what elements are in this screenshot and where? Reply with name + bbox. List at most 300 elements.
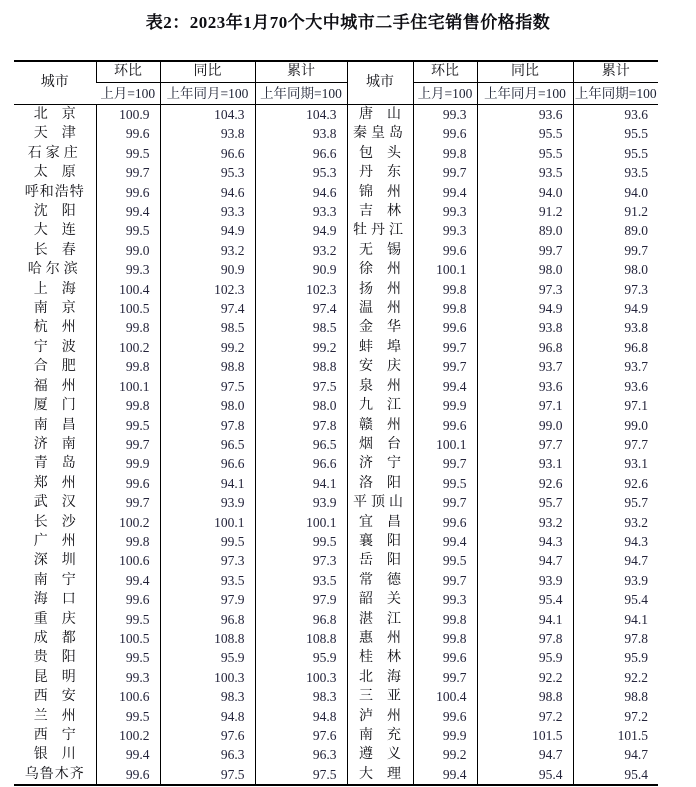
yoy-value-cell-right: 89.0 <box>477 221 573 240</box>
city-cell-right <box>347 610 413 629</box>
table-row <box>14 707 658 726</box>
table-row <box>14 590 658 609</box>
city-name: 石家庄 <box>27 145 82 161</box>
mom-value-cell-right: 99.7 <box>413 163 477 182</box>
cum-value-cell-right: 94.7 <box>573 745 658 764</box>
table-row <box>14 377 658 396</box>
subheader-cum-left: 上年同期=100 <box>255 83 347 105</box>
mom-value-cell-left: 99.8 <box>96 318 160 337</box>
yoy-value-cell-left: 96.6 <box>160 454 255 473</box>
city-cell-right <box>347 648 413 667</box>
table-row <box>14 687 658 706</box>
yoy-value-cell-right: 95.5 <box>477 144 573 163</box>
city-cell-right <box>347 454 413 473</box>
yoy-value-cell-left: 97.9 <box>160 590 255 609</box>
mom-value-cell-right: 99.3 <box>413 221 477 240</box>
table-row <box>14 124 658 143</box>
yoy-value-cell-right: 93.7 <box>477 357 573 376</box>
city-cell-left <box>14 416 96 435</box>
city-cell-left <box>14 241 96 260</box>
city-name: 武 汉 <box>33 495 76 511</box>
cum-value-cell-left: 96.8 <box>255 610 347 629</box>
table-row <box>14 280 658 299</box>
cum-value-cell-left: 100.3 <box>255 668 347 687</box>
yoy-value-cell-right: 99.0 <box>477 416 573 435</box>
city-name: 海 口 <box>33 592 76 608</box>
city-cell-right <box>347 183 413 202</box>
city-cell-left <box>14 513 96 532</box>
mom-value-cell-left: 99.5 <box>96 416 160 435</box>
table-row <box>14 745 658 764</box>
yoy-value-cell-right: 97.7 <box>477 435 573 454</box>
city-cell-right <box>347 513 413 532</box>
city-name: 西 安 <box>33 689 76 705</box>
city-cell-left <box>14 745 96 764</box>
city-name: 惠 州 <box>359 630 401 646</box>
city-cell-right <box>347 668 413 687</box>
mom-value-cell-right: 99.3 <box>413 590 477 609</box>
city-name: 平顶山 <box>353 495 407 511</box>
city-cell-left <box>14 124 96 143</box>
yoy-value-cell-left: 97.3 <box>160 551 255 570</box>
city-cell-right <box>347 221 413 240</box>
header-cum-left: 累计 <box>255 61 347 83</box>
yoy-value-cell-right: 94.7 <box>477 551 573 570</box>
city-name: 南 宁 <box>33 572 76 588</box>
city-name: 厦 门 <box>33 398 76 414</box>
city-name: 襄 阳 <box>359 533 401 549</box>
mom-value-cell-right: 99.6 <box>413 241 477 260</box>
cum-value-cell-right: 95.7 <box>573 493 658 512</box>
yoy-value-cell-right: 97.8 <box>477 629 573 648</box>
cum-value-cell-left: 97.6 <box>255 726 347 745</box>
city-name: 秦皇岛 <box>353 126 407 142</box>
yoy-value-cell-left: 98.5 <box>160 318 255 337</box>
cum-value-cell-right: 98.0 <box>573 260 658 279</box>
yoy-value-cell-right: 94.3 <box>477 532 573 551</box>
city-name: 福 州 <box>33 378 76 394</box>
yoy-value-cell-left: 97.8 <box>160 416 255 435</box>
yoy-value-cell-right: 99.7 <box>477 241 573 260</box>
cum-value-cell-left: 93.8 <box>255 124 347 143</box>
mom-value-cell-right: 99.7 <box>413 668 477 687</box>
mom-value-cell-left: 100.4 <box>96 280 160 299</box>
cum-value-cell-right: 97.7 <box>573 435 658 454</box>
header-mom-right: 环比 <box>413 61 477 83</box>
city-name: 吉 林 <box>359 204 401 220</box>
mom-value-cell-left: 99.5 <box>96 221 160 240</box>
cum-value-cell-left: 98.0 <box>255 396 347 415</box>
yoy-value-cell-left: 93.3 <box>160 202 255 221</box>
mom-value-cell-left: 99.6 <box>96 765 160 785</box>
city-name: 北 京 <box>33 107 76 122</box>
mom-value-cell-right: 99.6 <box>413 648 477 667</box>
city-cell-right <box>347 590 413 609</box>
cum-value-cell-left: 99.2 <box>255 338 347 357</box>
city-name: 天 津 <box>33 126 76 142</box>
yoy-value-cell-right: 93.6 <box>477 105 573 125</box>
table-row <box>14 202 658 221</box>
cum-value-cell-right: 95.4 <box>573 765 658 785</box>
mom-value-cell-right: 99.3 <box>413 105 477 125</box>
city-cell-left <box>14 377 96 396</box>
city-name: 银 川 <box>33 747 76 763</box>
mom-value-cell-left: 99.4 <box>96 571 160 590</box>
city-cell-right <box>347 551 413 570</box>
yoy-value-cell-left: 95.3 <box>160 163 255 182</box>
city-name: 哈尔滨 <box>27 262 82 278</box>
city-cell-left <box>14 202 96 221</box>
city-cell-right <box>347 396 413 415</box>
mom-value-cell-right: 99.6 <box>413 707 477 726</box>
city-cell-left <box>14 299 96 318</box>
mom-value-cell-right: 99.6 <box>413 318 477 337</box>
table-row <box>14 493 658 512</box>
cum-value-cell-right: 98.8 <box>573 687 658 706</box>
yoy-value-cell-left: 108.8 <box>160 629 255 648</box>
header-mom-left: 环比 <box>96 61 160 83</box>
yoy-value-cell-right: 93.6 <box>477 377 573 396</box>
cum-value-cell-right: 94.0 <box>573 183 658 202</box>
subheader-mom-right: 上月=100 <box>413 83 477 105</box>
mom-value-cell-left: 100.2 <box>96 513 160 532</box>
city-cell-right <box>347 474 413 493</box>
yoy-value-cell-right: 101.5 <box>477 726 573 745</box>
cum-value-cell-right: 93.8 <box>573 318 658 337</box>
table-row <box>14 532 658 551</box>
city-name: 长 沙 <box>33 514 76 530</box>
table-row <box>14 299 658 318</box>
mom-value-cell-right: 99.6 <box>413 513 477 532</box>
yoy-value-cell-right: 98.8 <box>477 687 573 706</box>
cum-value-cell-right: 96.8 <box>573 338 658 357</box>
cum-value-cell-left: 97.5 <box>255 377 347 396</box>
yoy-value-cell-left: 97.4 <box>160 299 255 318</box>
city-cell-right <box>347 629 413 648</box>
city-name: 湛 江 <box>359 611 401 627</box>
yoy-value-cell-right: 96.8 <box>477 338 573 357</box>
city-cell-right <box>347 202 413 221</box>
cum-value-cell-left: 94.8 <box>255 707 347 726</box>
yoy-value-cell-left: 100.1 <box>160 513 255 532</box>
mom-value-cell-left: 99.6 <box>96 474 160 493</box>
mom-value-cell-left: 99.3 <box>96 260 160 279</box>
table-row <box>14 648 658 667</box>
mom-value-cell-right: 99.7 <box>413 571 477 590</box>
yoy-value-cell-right: 93.2 <box>477 513 573 532</box>
city-cell-right <box>347 435 413 454</box>
mom-value-cell-right: 100.1 <box>413 435 477 454</box>
cum-value-cell-left: 97.8 <box>255 416 347 435</box>
cum-value-cell-left: 108.8 <box>255 629 347 648</box>
cum-value-cell-left: 98.3 <box>255 687 347 706</box>
cum-value-cell-left: 93.2 <box>255 241 347 260</box>
city-cell-right <box>347 299 413 318</box>
mom-value-cell-right: 99.3 <box>413 202 477 221</box>
yoy-value-cell-left: 94.6 <box>160 183 255 202</box>
city-cell-left <box>14 629 96 648</box>
city-cell-right <box>347 377 413 396</box>
city-cell-right <box>347 163 413 182</box>
header-city-right: 城市 <box>347 61 413 105</box>
yoy-value-cell-left: 98.8 <box>160 357 255 376</box>
mom-value-cell-right: 99.4 <box>413 377 477 396</box>
mom-value-cell-left: 99.8 <box>96 532 160 551</box>
city-cell-right <box>347 260 413 279</box>
cum-value-cell-right: 89.0 <box>573 221 658 240</box>
city-name: 西 宁 <box>33 728 76 743</box>
city-name: 青 岛 <box>33 456 76 472</box>
subheader-yoy-left: 上年同月=100 <box>160 83 255 105</box>
cum-value-cell-right: 93.2 <box>573 513 658 532</box>
cum-value-cell-left: 90.9 <box>255 260 347 279</box>
city-cell-left <box>14 571 96 590</box>
city-name: 牡丹江 <box>353 223 407 239</box>
city-name: 太 原 <box>33 165 76 181</box>
cum-value-cell-right: 93.6 <box>573 105 658 125</box>
city-name: 锦 州 <box>359 184 401 200</box>
city-name: 蚌 埠 <box>359 339 401 355</box>
cum-value-cell-left: 93.9 <box>255 493 347 512</box>
city-name: 烟 台 <box>359 436 401 452</box>
city-name: 泸 州 <box>359 708 401 724</box>
city-cell-left <box>14 668 96 687</box>
city-cell-left <box>14 357 96 376</box>
cum-value-cell-right: 94.7 <box>573 551 658 570</box>
city-cell-right <box>347 707 413 726</box>
table-row <box>14 338 658 357</box>
table-row <box>14 221 658 240</box>
city-name: 岳 阳 <box>359 553 401 569</box>
mom-value-cell-left: 99.5 <box>96 648 160 667</box>
city-name: 温 州 <box>359 301 401 317</box>
city-name: 广 州 <box>33 533 76 549</box>
mom-value-cell-right: 99.5 <box>413 551 477 570</box>
subheader-yoy-right: 上年同月=100 <box>477 83 573 105</box>
mom-value-cell-right: 99.5 <box>413 474 477 493</box>
cum-value-cell-left: 98.8 <box>255 357 347 376</box>
mom-value-cell-left: 99.9 <box>96 454 160 473</box>
mom-value-cell-right: 99.8 <box>413 280 477 299</box>
table-row <box>14 241 658 260</box>
price-index-table <box>14 60 658 786</box>
mom-value-cell-right: 99.7 <box>413 454 477 473</box>
yoy-value-cell-right: 95.4 <box>477 765 573 785</box>
city-cell-right <box>347 571 413 590</box>
city-cell-right <box>347 357 413 376</box>
city-cell-right <box>347 338 413 357</box>
cum-value-cell-left: 96.5 <box>255 435 347 454</box>
mom-value-cell-left: 100.9 <box>96 105 160 125</box>
yoy-value-cell-right: 93.5 <box>477 163 573 182</box>
city-name: 长 春 <box>33 242 76 258</box>
cum-value-cell-right: 99.7 <box>573 241 658 260</box>
yoy-value-cell-left: 98.0 <box>160 396 255 415</box>
cum-value-cell-right: 93.7 <box>573 357 658 376</box>
table-row <box>14 357 658 376</box>
mom-value-cell-right: 99.9 <box>413 726 477 745</box>
yoy-value-cell-right: 97.2 <box>477 707 573 726</box>
cum-value-cell-right: 93.6 <box>573 377 658 396</box>
yoy-value-cell-right: 94.7 <box>477 745 573 764</box>
yoy-value-cell-right: 94.9 <box>477 299 573 318</box>
table-row <box>14 105 658 125</box>
city-cell-left <box>14 318 96 337</box>
city-name: 重 庆 <box>33 611 76 627</box>
mom-value-cell-left: 100.5 <box>96 299 160 318</box>
table-row <box>14 260 658 279</box>
table-row <box>14 726 658 745</box>
mom-value-cell-left: 100.1 <box>96 377 160 396</box>
city-name: 韶 关 <box>359 592 401 608</box>
yoy-value-cell-left: 93.5 <box>160 571 255 590</box>
yoy-value-cell-left: 95.9 <box>160 648 255 667</box>
yoy-value-cell-left: 96.3 <box>160 745 255 764</box>
mom-value-cell-right: 99.4 <box>413 532 477 551</box>
city-name: 唐 山 <box>359 107 401 122</box>
mom-value-cell-left: 99.5 <box>96 707 160 726</box>
city-name: 南 京 <box>33 301 76 317</box>
city-cell-left <box>14 260 96 279</box>
cum-value-cell-left: 96.6 <box>255 454 347 473</box>
table-row <box>14 629 658 648</box>
city-cell-left <box>14 687 96 706</box>
mom-value-cell-right: 99.8 <box>413 629 477 648</box>
city-name: 桂 林 <box>359 650 401 666</box>
yoy-value-cell-left: 98.3 <box>160 687 255 706</box>
city-name: 宁 波 <box>33 339 76 355</box>
city-name: 南 昌 <box>33 417 76 433</box>
table-row <box>14 318 658 337</box>
cum-value-cell-right: 93.1 <box>573 454 658 473</box>
yoy-value-cell-right: 95.7 <box>477 493 573 512</box>
yoy-value-cell-left: 93.2 <box>160 241 255 260</box>
mom-value-cell-left: 99.0 <box>96 241 160 260</box>
cum-value-cell-left: 94.6 <box>255 183 347 202</box>
city-cell-left <box>14 648 96 667</box>
mom-value-cell-right: 99.7 <box>413 338 477 357</box>
city-cell-left <box>14 532 96 551</box>
city-name: 贵 阳 <box>33 650 76 666</box>
mom-value-cell-left: 99.3 <box>96 668 160 687</box>
city-cell-right <box>347 416 413 435</box>
cum-value-cell-left: 94.1 <box>255 474 347 493</box>
city-cell-right <box>347 726 413 745</box>
yoy-value-cell-left: 102.3 <box>160 280 255 299</box>
cum-value-cell-right: 95.4 <box>573 590 658 609</box>
city-name: 昆 明 <box>33 669 76 685</box>
city-name: 上 海 <box>33 281 76 297</box>
mom-value-cell-right: 99.2 <box>413 745 477 764</box>
table-body <box>14 105 658 786</box>
mom-value-cell-right: 99.6 <box>413 416 477 435</box>
yoy-value-cell-left: 90.9 <box>160 260 255 279</box>
mom-value-cell-left: 99.8 <box>96 357 160 376</box>
table-row <box>14 416 658 435</box>
mom-value-cell-left: 99.7 <box>96 493 160 512</box>
yoy-value-cell-left: 94.1 <box>160 474 255 493</box>
mom-value-cell-left: 99.5 <box>96 144 160 163</box>
city-name: 合 肥 <box>33 359 76 375</box>
city-cell-right <box>347 105 413 125</box>
yoy-value-cell-left: 100.3 <box>160 668 255 687</box>
yoy-value-cell-left: 94.8 <box>160 707 255 726</box>
city-name: 沈 阳 <box>33 204 76 220</box>
yoy-value-cell-left: 99.2 <box>160 338 255 357</box>
cum-value-cell-left: 104.3 <box>255 105 347 125</box>
cum-value-cell-right: 94.9 <box>573 299 658 318</box>
cum-value-cell-left: 96.3 <box>255 745 347 764</box>
table-row <box>14 435 658 454</box>
table-row <box>14 610 658 629</box>
yoy-value-cell-right: 91.2 <box>477 202 573 221</box>
cum-value-cell-left: 102.3 <box>255 280 347 299</box>
city-cell-left <box>14 183 96 202</box>
city-cell-left <box>14 338 96 357</box>
mom-value-cell-left: 99.8 <box>96 396 160 415</box>
city-name: 兰 州 <box>33 708 76 724</box>
cum-value-cell-right: 97.3 <box>573 280 658 299</box>
cum-value-cell-left: 97.4 <box>255 299 347 318</box>
yoy-value-cell-right: 94.0 <box>477 183 573 202</box>
cum-value-cell-right: 93.5 <box>573 163 658 182</box>
city-cell-left <box>14 163 96 182</box>
mom-value-cell-right: 99.8 <box>413 299 477 318</box>
cum-value-cell-left: 95.3 <box>255 163 347 182</box>
header-yoy-left: 同比 <box>160 61 255 83</box>
cum-value-cell-left: 96.6 <box>255 144 347 163</box>
city-name: 郑 州 <box>33 475 76 491</box>
city-name: 九 江 <box>359 398 401 414</box>
table-row <box>14 765 658 785</box>
mom-value-cell-right: 99.6 <box>413 124 477 143</box>
city-cell-right <box>347 765 413 785</box>
table-title: 表2：2023年1月70个大中城市二手住宅销售价格指数 <box>145 13 551 32</box>
city-cell-right <box>347 532 413 551</box>
yoy-value-cell-right: 93.9 <box>477 571 573 590</box>
city-cell-left <box>14 280 96 299</box>
cum-value-cell-left: 93.3 <box>255 202 347 221</box>
city-name: 无 锡 <box>359 242 401 258</box>
yoy-value-cell-right: 92.6 <box>477 474 573 493</box>
cum-value-cell-right: 93.9 <box>573 571 658 590</box>
yoy-value-cell-left: 104.3 <box>160 105 255 125</box>
mom-value-cell-right: 100.4 <box>413 687 477 706</box>
yoy-value-cell-left: 97.5 <box>160 765 255 785</box>
table-row <box>14 571 658 590</box>
mom-value-cell-left: 99.7 <box>96 163 160 182</box>
city-cell-left <box>14 105 96 125</box>
mom-value-cell-left: 100.6 <box>96 551 160 570</box>
table-row <box>14 454 658 473</box>
city-cell-left <box>14 454 96 473</box>
cum-value-cell-left: 97.9 <box>255 590 347 609</box>
cum-value-cell-left: 94.9 <box>255 221 347 240</box>
yoy-value-cell-left: 96.8 <box>160 610 255 629</box>
cum-value-cell-left: 97.3 <box>255 551 347 570</box>
city-cell-left <box>14 221 96 240</box>
city-cell-right <box>347 280 413 299</box>
city-name: 丹 东 <box>359 165 401 181</box>
yoy-value-cell-right: 93.1 <box>477 454 573 473</box>
cum-value-cell-left: 99.5 <box>255 532 347 551</box>
cum-value-cell-left: 93.5 <box>255 571 347 590</box>
city-cell-right <box>347 318 413 337</box>
city-name: 济 南 <box>33 436 76 452</box>
yoy-value-cell-left: 97.6 <box>160 726 255 745</box>
mom-value-cell-right: 99.9 <box>413 396 477 415</box>
city-cell-left <box>14 435 96 454</box>
